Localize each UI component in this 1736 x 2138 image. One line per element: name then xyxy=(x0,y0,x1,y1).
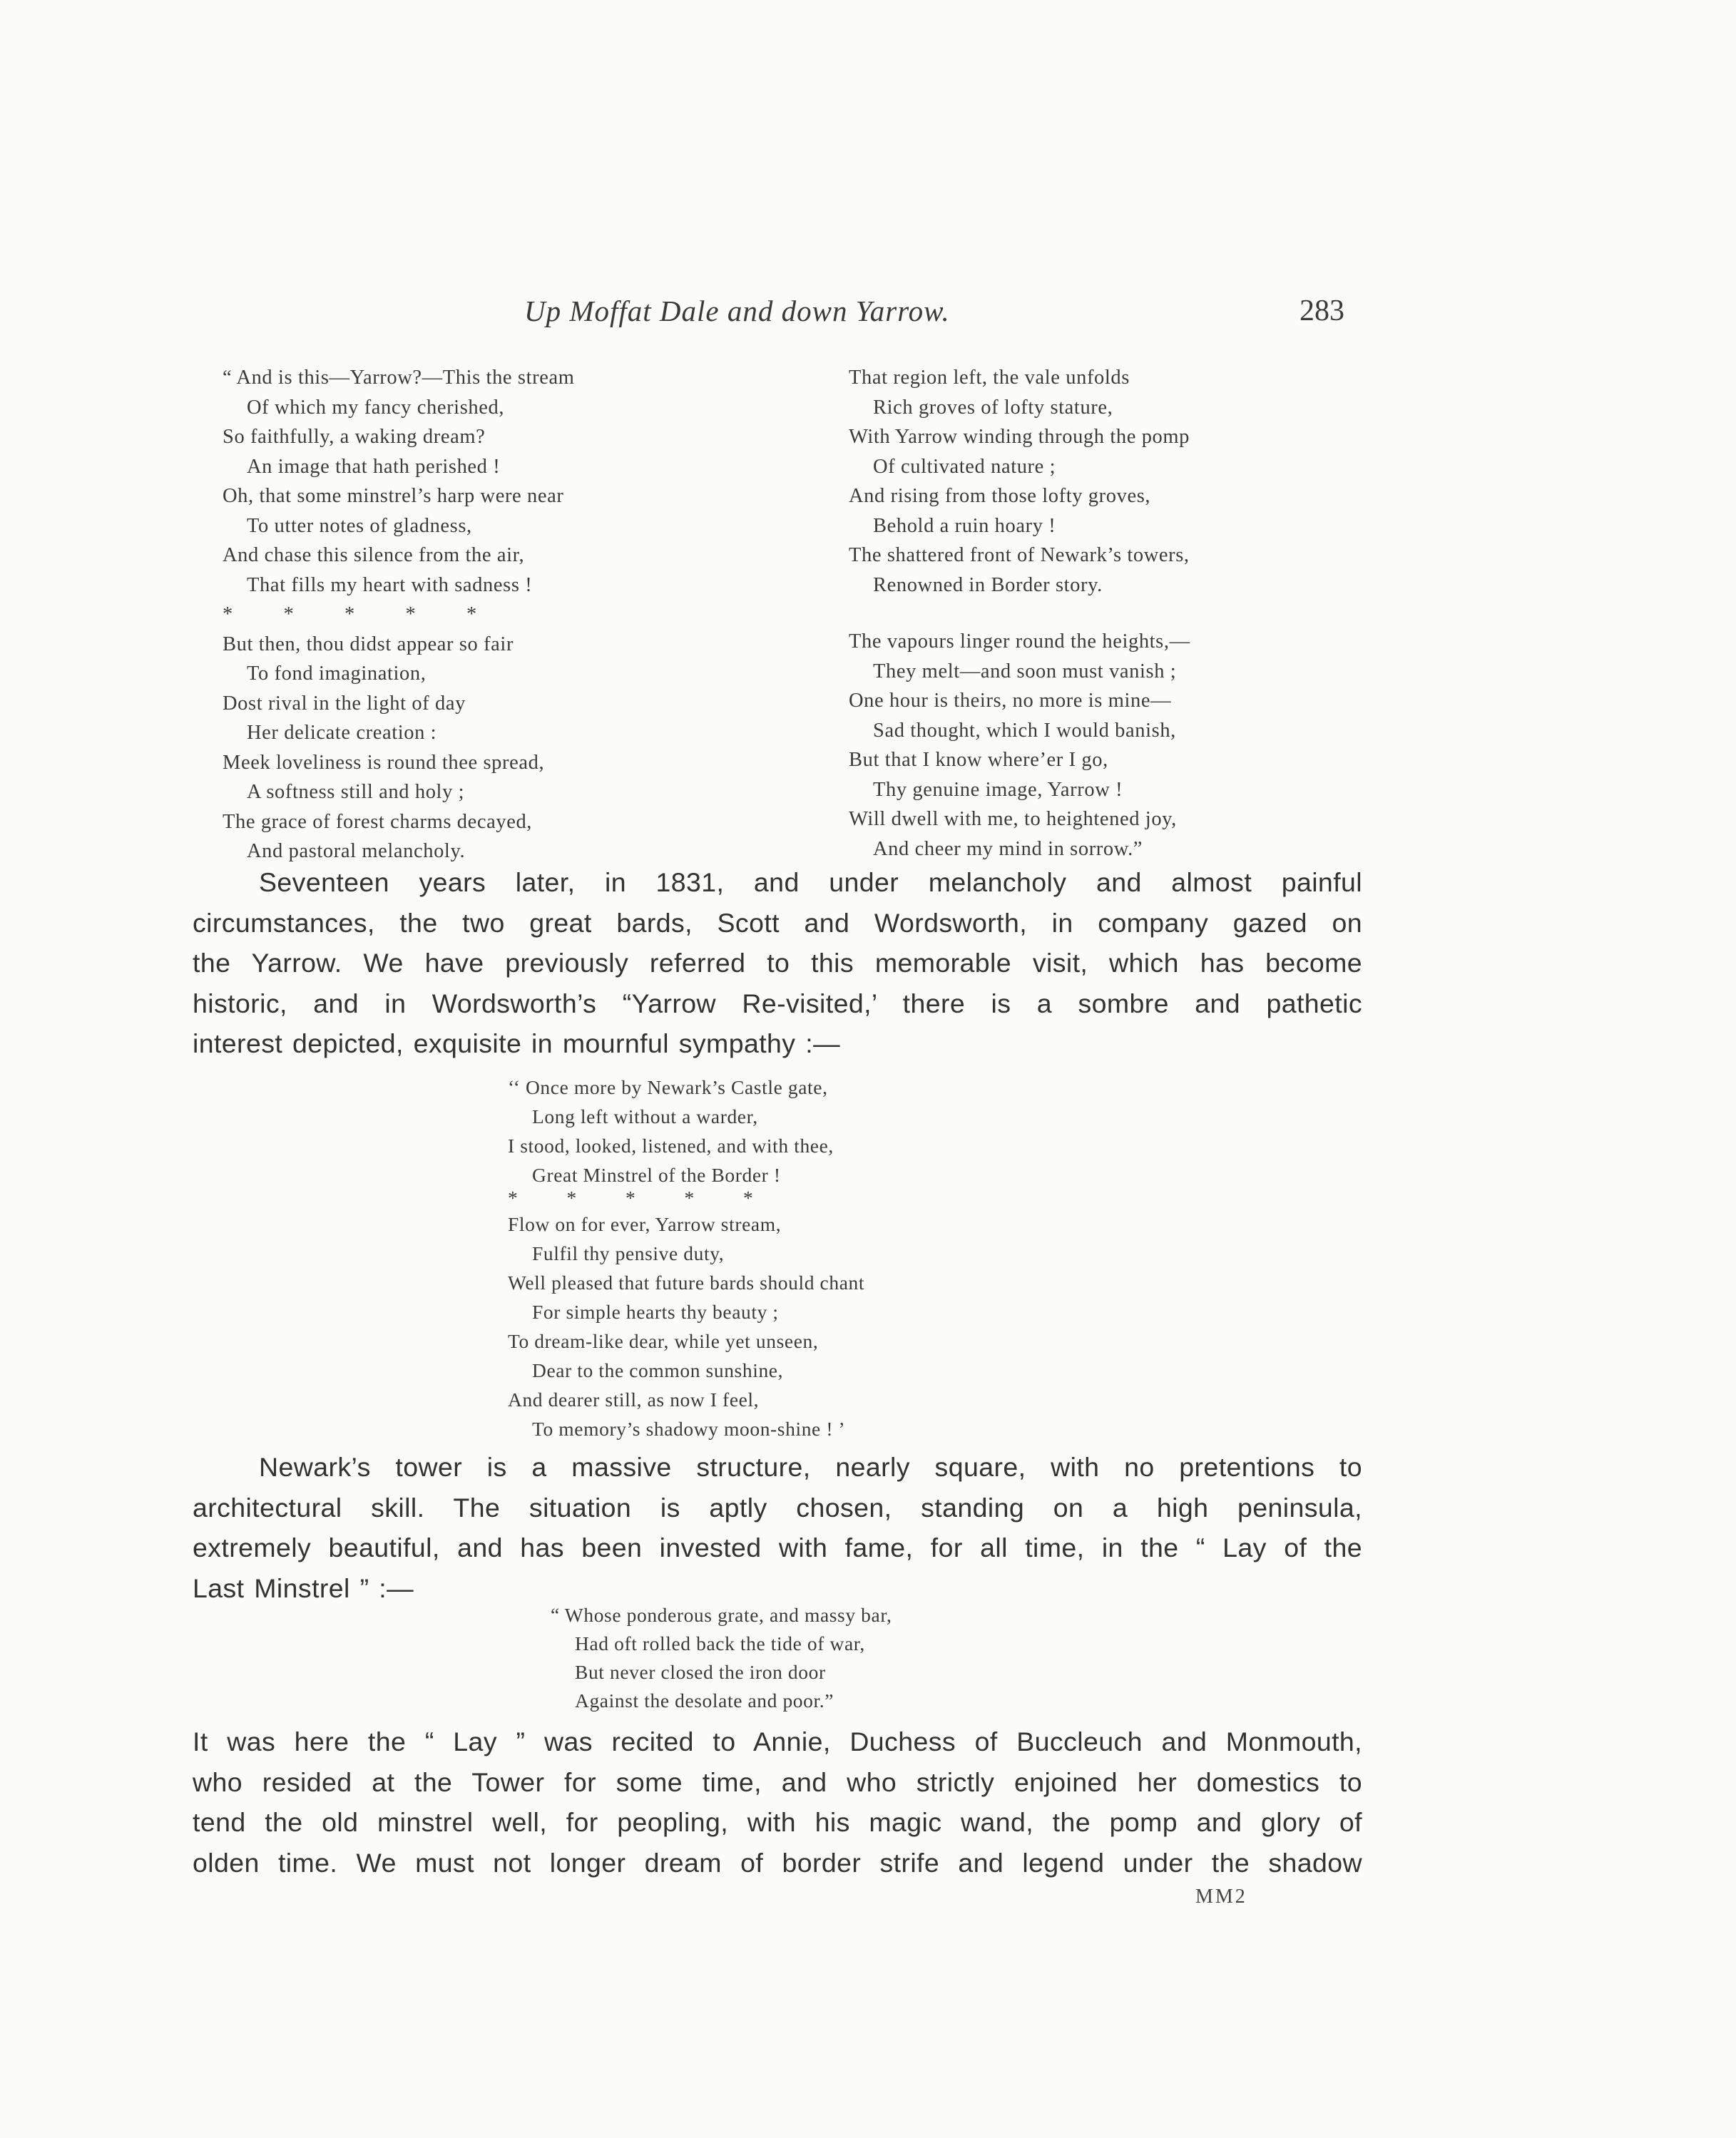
poem-yarrow-revisited xyxy=(508,1073,864,1443)
poem-line: But that I know where’er I go, xyxy=(849,749,1108,771)
stanza-break-asterisks: * * * * * xyxy=(508,1187,753,1209)
poem-line: Against the desolate and poor.” xyxy=(575,1689,834,1712)
poem-line: And chase this silence from the air, xyxy=(223,544,525,566)
prose-line: extremely beautiful, and has been invested with fame, for all time, in the “ Lay of the xyxy=(193,1533,1362,1562)
prose-line: circumstances, the two great bards, Scott and Wordsworth, in company gazed on xyxy=(193,907,1362,938)
poem-line: Dear to the common sunshine, xyxy=(532,1359,784,1381)
signature-mark: MM2 xyxy=(1195,1886,1247,1908)
prose-line: who resided at the Tower for some time, and who strictly enjoined her domestics to xyxy=(193,1766,1362,1797)
prose-line: olden time. We must not longer dream of border strife and legend under the shadow xyxy=(193,1847,1362,1878)
poem-line: They melt—and soon must vanish ; xyxy=(873,660,1177,682)
prose-line: Last Minstrel ” :— xyxy=(193,1572,414,1603)
stanza-break-asterisks: * * * * * xyxy=(223,603,477,625)
poem-line: Great Minstrel of the Border ! xyxy=(532,1164,781,1186)
poem-line: That region left, the vale unfolds xyxy=(849,367,1130,389)
poem-line: Her delicate creation : xyxy=(247,722,437,744)
poem-line: The vapours linger round the heights,— xyxy=(849,630,1190,653)
poem-line: To dream-like dear, while yet unseen, xyxy=(508,1330,819,1352)
poem-line: Rich groves of lofty stature, xyxy=(873,396,1113,419)
poem-line: Long left without a warder, xyxy=(532,1105,758,1127)
poem-line: But then, thou didst appear so fair xyxy=(223,633,514,655)
poem-line: But never closed the iron door xyxy=(575,1661,826,1683)
poem-line: And cheer my mind in sorrow.” xyxy=(873,837,1143,860)
page-number: 283 xyxy=(1300,295,1344,327)
poem-line: Sad thought, which I would banish, xyxy=(873,719,1176,742)
poem-line: Thy genuine image, Yarrow ! xyxy=(873,778,1123,801)
poem-line: Dost rival in the light of day xyxy=(223,692,466,715)
poem-line: And dearer still, as now I feel, xyxy=(508,1388,760,1411)
poem-line: So faithfully, a waking dream? xyxy=(223,426,486,448)
poem-line: A softness still and holy ; xyxy=(247,781,465,803)
poem-line: An image that hath perished ! xyxy=(247,455,501,478)
prose-line: It was here the “ Lay ” was recited to Annie, Duchess of Buccleuch and Monmouth, xyxy=(193,1727,1362,1756)
poem-line: And rising from those lofty groves, xyxy=(849,485,1151,507)
poem-line: Well pleased that future bards should chant xyxy=(508,1272,865,1294)
poem-line: I stood, looked, listened, and with thee, xyxy=(508,1135,834,1157)
prose-line: interest depicted, exquisite in mournful sympathy :— xyxy=(193,1028,840,1058)
prose-paragraph-2 xyxy=(193,1447,1362,1608)
prose-line: tend the old minstrel well, for peopling, with his magic wand, the pomp and glory of xyxy=(193,1807,1362,1837)
prose-paragraph-3 xyxy=(193,1722,1362,1883)
poem-left-column xyxy=(223,363,574,866)
poem-line: And pastoral melancholy. xyxy=(247,840,466,862)
poem-line: Will dwell with me, to heightened joy, xyxy=(849,808,1177,830)
poem-line: The grace of forest charms decayed, xyxy=(223,810,533,833)
running-title: Up Moffat Dale and down Yarrow. xyxy=(524,295,950,327)
page-header xyxy=(0,294,1736,344)
poem-line: With Yarrow winding through the pomp xyxy=(849,426,1190,448)
poem-line: Had oft rolled back the tide of war, xyxy=(575,1632,865,1654)
prose-line: the Yarrow. We have previously referred to this memorable visit, which has become xyxy=(193,948,1362,978)
stanza-gap xyxy=(849,600,1190,627)
poem-line: Flow on for ever, Yarrow stream, xyxy=(508,1213,782,1235)
poem-line: One hour is theirs, no more is mine— xyxy=(849,690,1172,712)
poem-line: Renowned in Border story. xyxy=(873,573,1103,596)
poem-line: Of cultivated nature ; xyxy=(873,455,1056,478)
poem-line: To memory’s shadowy moon-shine ! ’ xyxy=(532,1418,846,1440)
poem-line: “ And is this—Yarrow?—This the stream xyxy=(223,367,575,389)
prose-line: architectural skill. The situation is aptly chosen, standing on a high peninsula, xyxy=(193,1492,1362,1523)
poem-line: The shattered front of Newark’s towers, xyxy=(849,544,1190,566)
poem-line: To fond imagination, xyxy=(247,663,427,685)
prose-line: Newark’s tower is a massive structure, nearly square, with no pretentions to xyxy=(259,1452,1362,1482)
poem-line: “ Whose ponderous grate, and massy bar, xyxy=(551,1604,892,1626)
poem-line: Fulfil thy pensive duty, xyxy=(532,1242,725,1264)
poem-lay-quote xyxy=(551,1601,892,1715)
poem-line: ‘‘ Once more by Newark’s Castle gate, xyxy=(508,1076,828,1098)
poem-line: To utter notes of gladness, xyxy=(247,514,472,537)
poem-line: That fills my heart with sadness ! xyxy=(247,573,533,596)
prose-line: historic, and in Wordsworth’s “Yarrow Re-visited,’ there is a sombre and pathetic xyxy=(193,988,1362,1018)
prose-paragraph-1 xyxy=(193,862,1362,1064)
poem-line: Behold a ruin hoary ! xyxy=(873,514,1056,537)
poem-line: Meek loveliness is round thee spread, xyxy=(223,751,545,774)
poem-right-column xyxy=(849,363,1190,864)
poem-line: Of which my fancy cherished, xyxy=(247,396,505,419)
poem-line: Oh, that some minstrel’s harp were near xyxy=(223,485,564,507)
prose-line: Seventeen years later, in 1831, and under melancholy and almost painful xyxy=(259,867,1362,897)
poem-line: For simple hearts thy beauty ; xyxy=(532,1301,779,1323)
